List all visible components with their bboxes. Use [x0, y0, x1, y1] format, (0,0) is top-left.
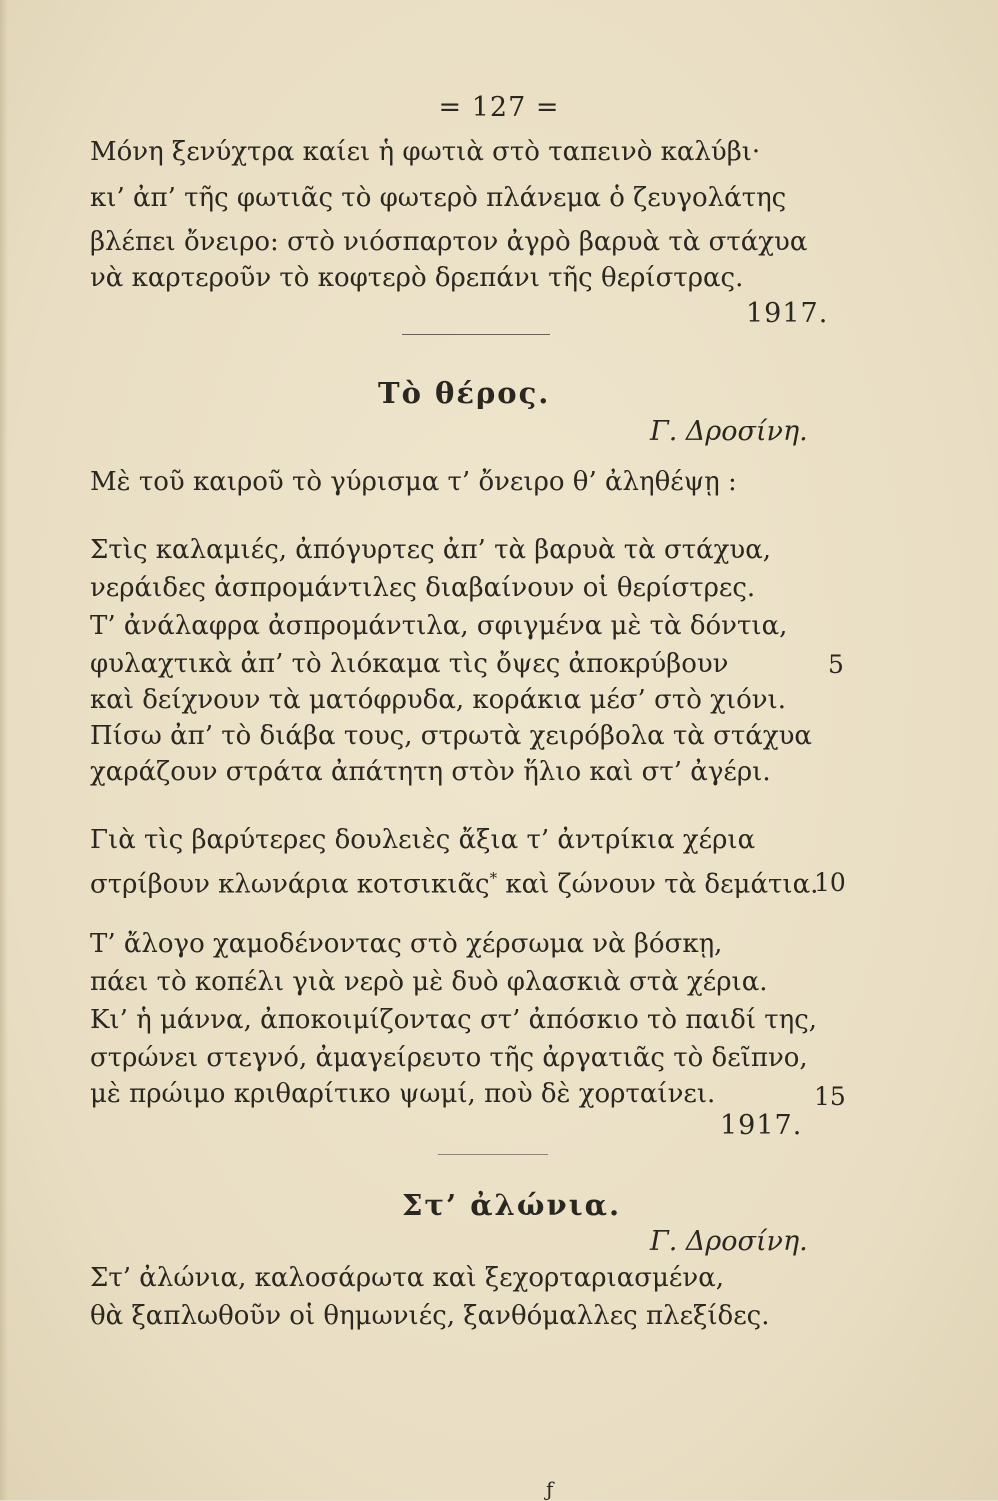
- poem-line: Στὶς καλαμιές, ἀπόγυρτες ἀπ’ τὰ βαρυὰ τὰ στάχυα,: [90, 535, 772, 565]
- page-number: = 127 =: [438, 92, 560, 123]
- page-edge-shadow: [0, 0, 8, 1500]
- poem-line: φυλαχτικὰ ἀπ’ τὸ λιόκαμα τὶς ὄψες ἀποκρύβουν: [90, 649, 729, 679]
- ink-speck: ƒ: [546, 1477, 554, 1501]
- poem-line: Τ’ ἀνάλαφρα ἀσπρομάντιλα, σφιγμένα μὲ τὰ δόντια,: [90, 611, 788, 641]
- poem-line: βλέπει ὄνειρο: στὸ νιόσπαρτον ἀγρὸ βαρυὰ τὰ στάχυα: [90, 227, 808, 257]
- poem-line: [90, 862, 818, 901]
- line-number: 10: [814, 868, 846, 897]
- footnote-mark: *: [489, 869, 498, 887]
- line-number: 15: [814, 1082, 846, 1111]
- poem-line: θὰ ξαπλωθοῦν οἱ θημωνιές, ξανθόμαλλες πλεξίδες.: [90, 1301, 770, 1331]
- poem-line: Κι’ ἡ μάννα, ἀποκοιμίζοντας στ’ ἀπόσκιο τὸ παιδί της,: [90, 1005, 818, 1035]
- poem-line: Μόνη ξενύχτρα καίει ἡ φωτιὰ στὸ ταπεινὸ καλύβι·: [90, 137, 761, 167]
- poem-line-text: στρίβουν κλωνάρια κοτσικιᾶς: [90, 869, 490, 900]
- poem-line: Πίσω ἀπ’ τὸ διάβα τους, στρωτὰ χειρόβολα τὰ στάχυα: [90, 721, 812, 751]
- poem-line: μὲ πρώιμο κριθαρίτικο ψωμί, ποὺ δὲ χορταίνει.: [90, 1079, 716, 1109]
- section-divider: [402, 334, 550, 335]
- poem-line: χαράζουν στράτα ἀπάτητη στὸν ἥλιο καὶ στ’ ἀγέρι.: [90, 757, 771, 787]
- poem-line: Γιὰ τὶς βαρύτερες δουλειὲς ἄξια τ’ ἀντρίκια χέρια: [90, 825, 756, 855]
- poem-line: νεράιδες ἀσπρομάντιλες διαβαίνουν οἱ θερίστρες.: [90, 573, 756, 603]
- poem-line: καὶ δείχνουν τὰ ματόφρυδα, κοράκια μέσ’ στὸ χιόνι.: [90, 685, 786, 715]
- poem-line: Τ’ ἄλογο χαμοδένοντας στὸ χέρσωμα νὰ βόσκῃ,: [90, 929, 723, 959]
- poem-line: στρώνει στεγνό, ἀμαγείρευτο τῆς ἀργατιᾶς τὸ δεῖπνο,: [90, 1043, 808, 1073]
- line-number: 5: [828, 650, 844, 679]
- poem-line: Στ’ ἀλώνια, καλοσάρωτα καὶ ξεχορταριασμένα,: [90, 1263, 725, 1293]
- poem-line-text-end: καὶ ζώνουν τὰ δεμάτια.: [497, 869, 819, 900]
- poem-line: νὰ καρτεροῦν τὸ κοφτερὸ δρεπάνι τῆς θερίστρας.: [90, 263, 744, 293]
- poem-line: κι’ ἀπ’ τῆς φωτιᾶς τὸ φωτερὸ πλάνεμα ὁ ζευγολάτης: [90, 183, 787, 213]
- poem-author: Γ. Δροσίνη.: [650, 416, 808, 447]
- poem-epigraph: Μὲ τοῦ καιροῦ τὸ γύρισμα τ’ ὄνειρο θ’ ἀληθέψῃ :: [90, 467, 737, 497]
- poem-title: Στ’ ἀλώνια.: [402, 1188, 622, 1222]
- poem-line: πάει τὸ κοπέλι γιὰ νερὸ μὲ δυὸ φλασκιὰ στὰ χέρια.: [90, 967, 768, 997]
- poem-date: 1917.: [746, 298, 829, 329]
- poem-date: 1917.: [720, 1110, 803, 1141]
- poem-author: Γ. Δροσίνη.: [650, 1226, 808, 1257]
- poem-title: Τὸ θέρος.: [378, 376, 551, 410]
- section-divider: [438, 1154, 548, 1155]
